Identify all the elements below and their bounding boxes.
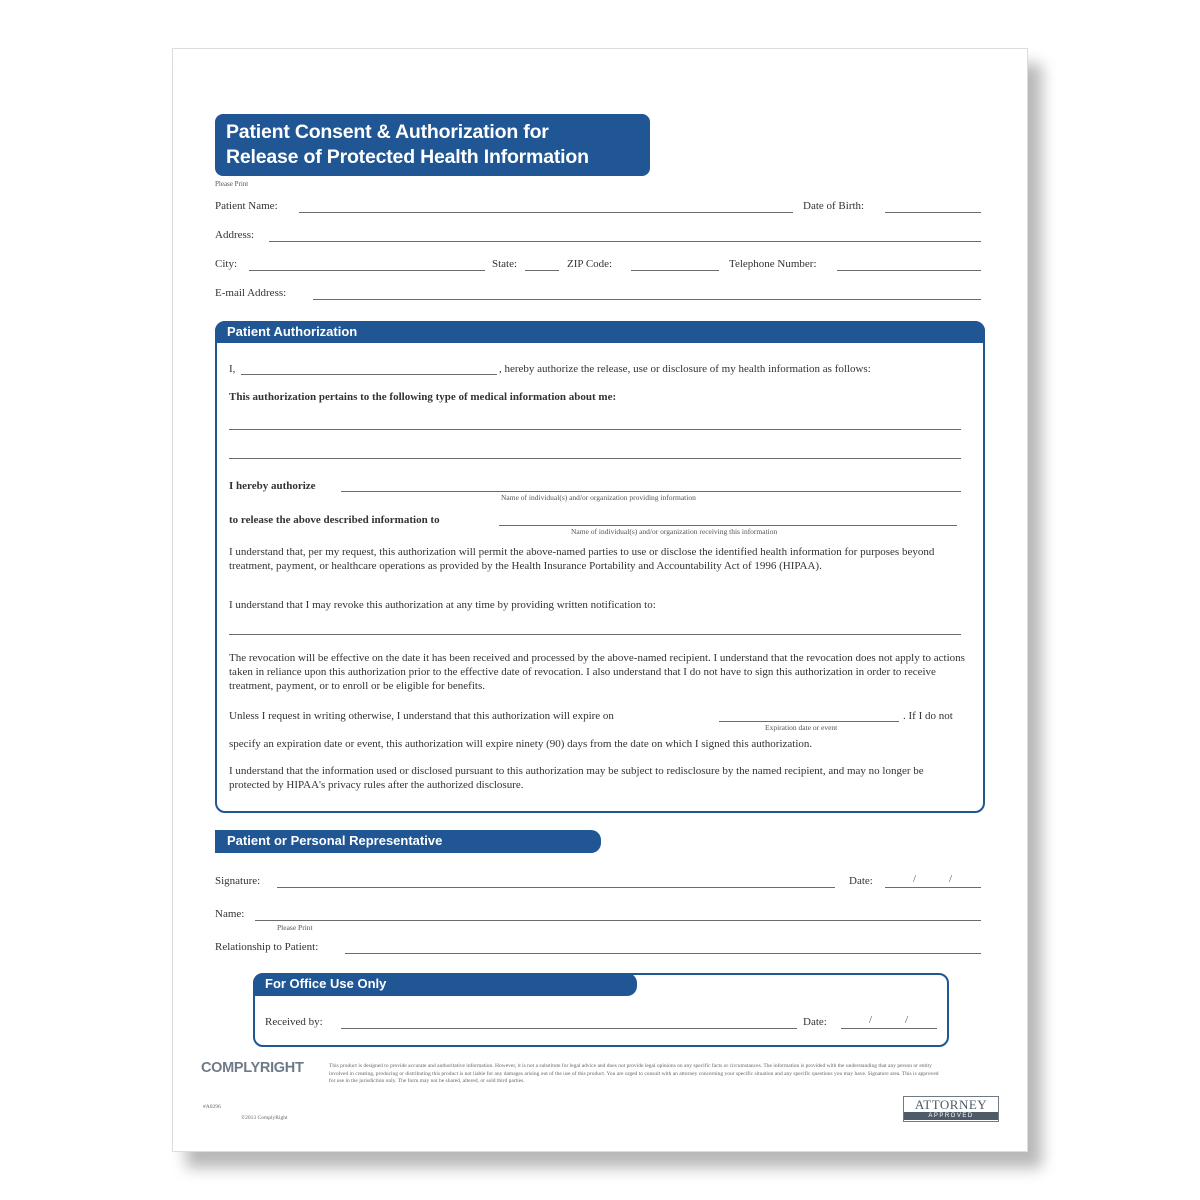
attorney-approved-badge [903, 1096, 999, 1122]
auth-para-3: The revocation will be effective on the date it has been received and processed by the above-named recipient. I understand that the revocation does not apply to actions taken in reliance upon this authorization prior to the effective date of revocation. I also understand that I do not have to sign this authorization in order to receive treatment, payment, or to enroll or be eligible for benefits. [229, 652, 965, 692]
zip-label: ZIP Code: [567, 258, 613, 270]
dob-label: Date of Birth: [803, 200, 865, 212]
revocation-notice-field[interactable] [229, 634, 961, 635]
address-field[interactable] [269, 241, 981, 242]
footer-disclaimer: This product is designed to provide accurate and authoritative information. However, it is not a substitute for legal advice and does not provide legal opinions on any specific facts or circumstances. The information is provided with the understanding that any person or entity involved in creating, producing or distributing this product is not liable for any damages arising out of the use of this product. You are urged to consult with an attorney concerning your specific situation and any specific questions you may have. Signature area. This is approved for use in the jurisdiction only. The form may not be shared, altered, or sold third parties. [329, 1063, 939, 1084]
patient-name-label: Patient Name: [215, 200, 278, 212]
recipient-field[interactable] [499, 525, 957, 526]
rep-date-field[interactable] [885, 887, 981, 888]
office-date-slash-1: / [869, 1014, 873, 1026]
city-label: City: [215, 258, 238, 270]
telephone-field[interactable] [837, 270, 981, 271]
signature-label: Signature: [215, 875, 261, 887]
city-field[interactable] [249, 270, 485, 271]
rep-date-slash-2: / [949, 873, 953, 885]
auth-name-field[interactable] [241, 374, 497, 375]
form-number: #A0296 [203, 1104, 221, 1110]
medical-info-line-2[interactable] [229, 458, 961, 459]
received-by-field[interactable] [341, 1028, 797, 1029]
copyright-text: ©2013 ComplyRight [241, 1115, 288, 1121]
telephone-label: Telephone Number: [729, 258, 817, 270]
relationship-field[interactable] [345, 953, 981, 954]
rep-name-field[interactable] [255, 920, 981, 921]
auth-para-2: I understand that I may revoke this authorization at any time by providing written notification to: [229, 599, 656, 611]
expiration-field[interactable] [719, 721, 899, 722]
auth-para-4-end: specify an expiration date or event, this authorization will expire ninety (90) days from the date on which I signed this authorization. [229, 738, 813, 750]
email-label: E-mail Address: [215, 287, 287, 299]
representative-header: Patient or Personal Representative [215, 830, 601, 853]
provider-field[interactable] [341, 491, 961, 492]
auth-para-4-start: Unless I request in writing otherwise, I understand that this authorization will expire on [229, 710, 614, 722]
rep-please-print: Please Print [277, 923, 313, 932]
medical-info-line-1[interactable] [229, 429, 961, 430]
state-label: State: [492, 258, 518, 270]
auth-para-1: I understand that, per my request, this authorization will permit the above-named parties to use or disclose the identified health information for purposes beyond treatment, payment, or healthcare operations as provided by the Health Insurance Portability and Accountability Act of 1996 (HIPAA). [229, 546, 935, 572]
email-field[interactable] [313, 299, 981, 300]
provider-sub-label: Name of individual(s) and/or organization providing information [501, 493, 696, 502]
rep-name-label: Name: [215, 908, 245, 920]
dob-field[interactable] [885, 212, 981, 213]
rep-date-slash-1: / [913, 873, 917, 885]
address-label: Address: [215, 229, 255, 241]
please-print-note: Please Print [215, 180, 249, 188]
auth-para-5: I understand that the information used or disclosed pursuant to this authorization may be subject to redisclosure by the named recipient, and may no longer be protected by HIPAA's privacy rules after the authorized disclosure. [229, 765, 924, 791]
form-title-line2: Release of Protected Health Information [226, 146, 589, 168]
auth-para-4-mid: . If I do not [903, 710, 953, 722]
complyright-logo [201, 1059, 331, 1085]
authorization-header: Patient Authorization [215, 321, 985, 343]
state-field[interactable] [525, 270, 559, 271]
authorize-label: I hereby authorize [229, 480, 316, 492]
rep-date-label: Date: [849, 875, 873, 887]
form-title-line1: Patient Consent & Authorization for [226, 121, 549, 143]
office-date-field[interactable] [841, 1028, 937, 1029]
patient-name-field[interactable] [299, 212, 793, 213]
complyright-brand: COMPLYRIGHT [201, 1060, 304, 1076]
badge-line-2: APPROVED [904, 1112, 998, 1120]
signature-field[interactable] [277, 887, 835, 888]
release-label: to release the above described information to [229, 514, 440, 526]
relationship-label: Relationship to Patient: [215, 941, 319, 953]
office-use-header: For Office Use Only [253, 973, 637, 996]
auth-hereby-text: , hereby authorize the release, use or disclosure of my health information as follows: [499, 363, 871, 375]
recipient-sub-label: Name of individual(s) and/or organization receiving this information [571, 527, 778, 536]
office-date-slash-2: / [905, 1014, 909, 1026]
expiration-sub-label: Expiration date or event [765, 723, 838, 732]
received-by-label: Received by: [265, 1016, 323, 1028]
auth-pertains-text: This authorization pertains to the following type of medical information about me: [229, 391, 617, 403]
auth-i-label: I, [229, 363, 236, 375]
office-date-label: Date: [803, 1016, 827, 1028]
zip-field[interactable] [631, 270, 719, 271]
form-page [172, 48, 1028, 1152]
form-title [215, 114, 650, 176]
badge-line-1: ATTORNEY [914, 1097, 988, 1112]
